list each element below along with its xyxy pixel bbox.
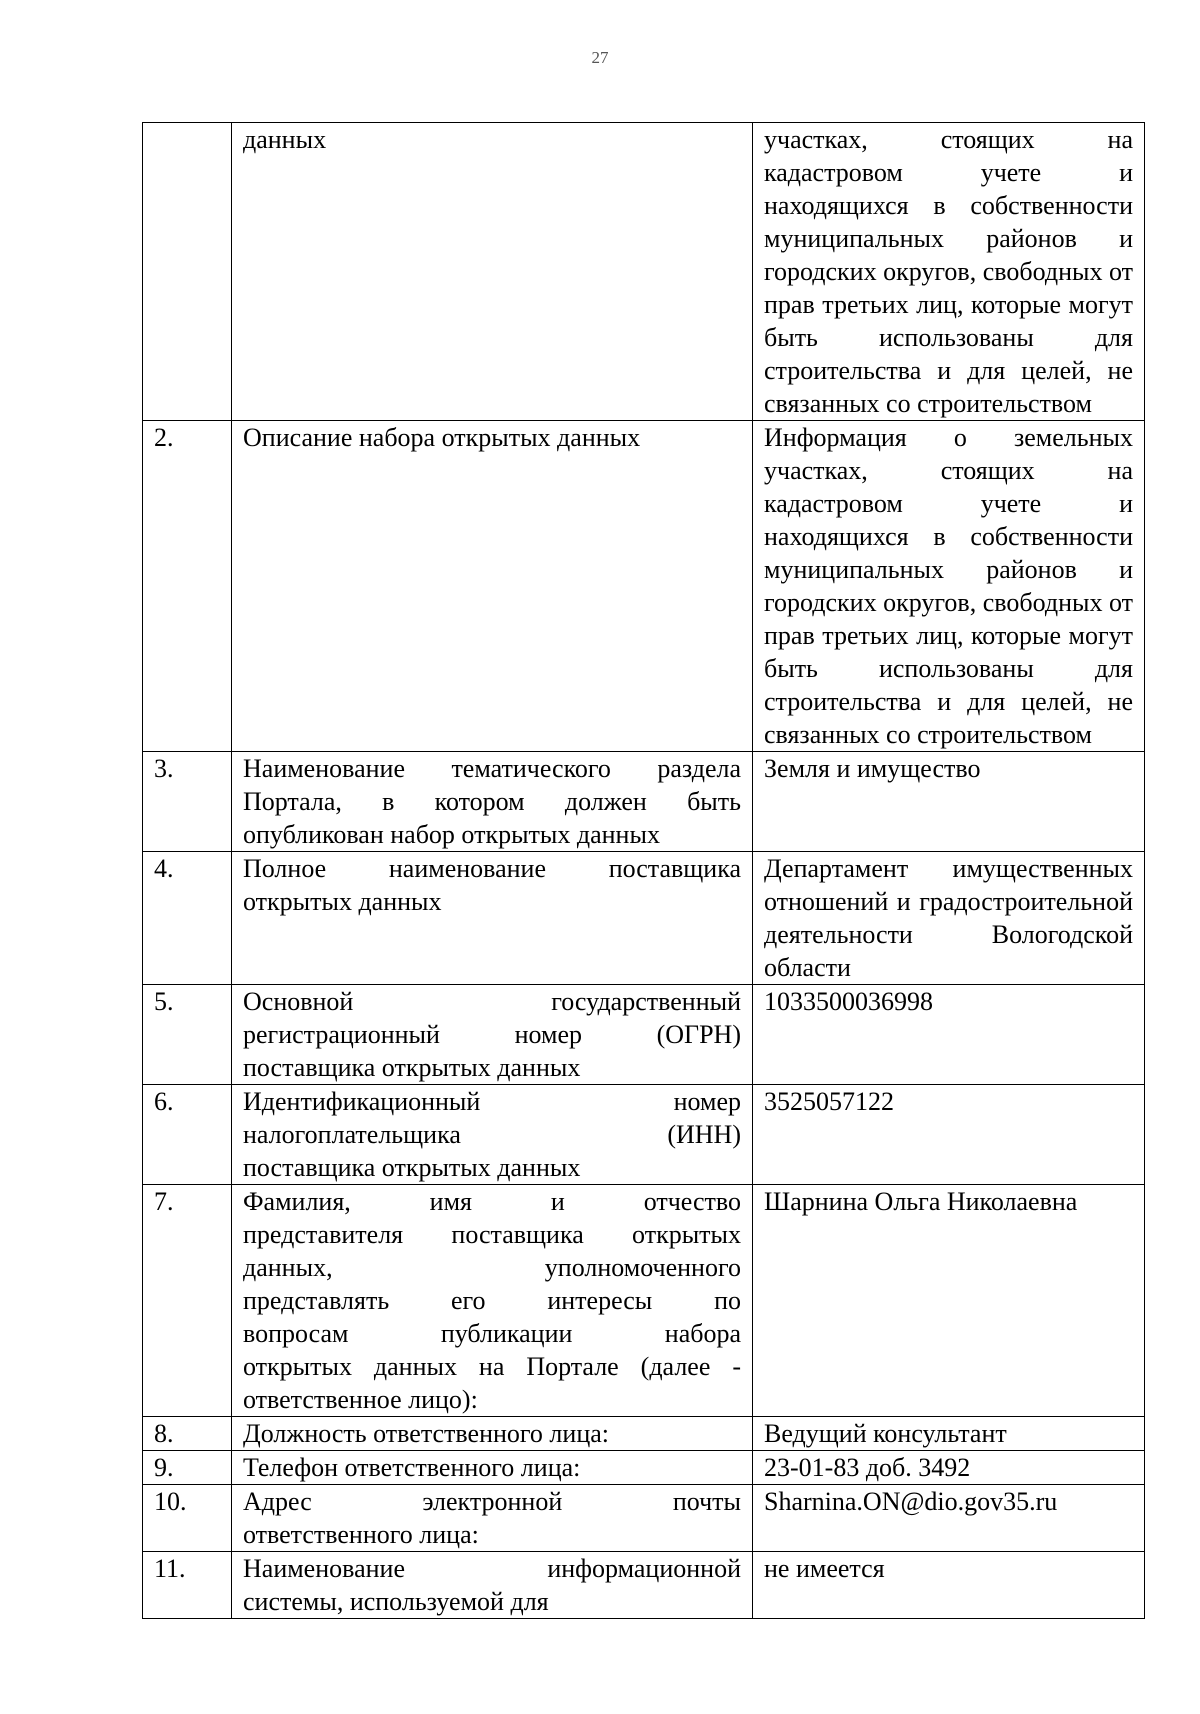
field-name-line: ответственное лицо):	[243, 1385, 478, 1414]
field-value	[753, 852, 1145, 985]
field-value-line: Департамент имущественных	[764, 854, 1133, 883]
field-value-line: деятельности Вологодской	[764, 920, 1133, 949]
table-row	[143, 1085, 1145, 1185]
row-number: 7.	[143, 1185, 232, 1417]
row-number: 6.	[143, 1085, 232, 1185]
field-name	[232, 123, 753, 421]
field-name-line: данных	[243, 125, 327, 154]
table-row	[143, 123, 1145, 421]
field-name-line: системы, используемой для	[243, 1587, 549, 1616]
field-name-line: Наименование тематического раздела	[243, 754, 741, 783]
field-name-line: Наименование информационной	[243, 1554, 741, 1583]
field-name-line: Идентификационный номер	[243, 1087, 741, 1116]
field-name	[232, 1185, 753, 1417]
row-number: 10.	[143, 1485, 232, 1552]
field-name-line: ответственного лица:	[243, 1520, 479, 1549]
field-name-line: представлять его интересы по	[243, 1286, 741, 1315]
field-value-line: муниципальных районов и	[764, 555, 1133, 584]
field-value-line: Земля и имущество	[764, 754, 981, 783]
field-name-line: Адрес электронной почты	[243, 1487, 741, 1516]
field-name-line: представителя поставщика открытых	[243, 1220, 741, 1249]
row-number: 5.	[143, 985, 232, 1085]
table-body	[143, 123, 1145, 1619]
field-name-line: Телефон ответственного лица:	[243, 1453, 581, 1482]
row-number: 2.	[143, 421, 232, 752]
table-row	[143, 1451, 1145, 1485]
field-name	[232, 1417, 753, 1451]
field-name-line: налогоплательщика (ИНН)	[243, 1120, 741, 1149]
table-row	[143, 1417, 1145, 1451]
field-value-line: Sharnina.ON@dio.gov35.ru	[764, 1487, 1058, 1516]
field-name	[232, 752, 753, 852]
table-row	[143, 985, 1145, 1085]
field-name-line: открытых данных на Портале (далее -	[243, 1352, 741, 1381]
field-name-line: данных, уполномоченного	[243, 1253, 741, 1282]
field-value-line: связанных со строительством	[764, 720, 1092, 749]
field-name	[232, 985, 753, 1085]
field-value	[753, 1417, 1145, 1451]
table-row	[143, 1185, 1145, 1417]
field-value-line: Ведущий консультант	[764, 1419, 1007, 1448]
row-number: 11.	[143, 1552, 232, 1619]
field-name-line: открытых данных	[243, 887, 442, 916]
field-value-line: не имеется	[764, 1554, 885, 1583]
table-row	[143, 421, 1145, 752]
field-value-line: прав третьих лиц, которые могут	[764, 621, 1133, 650]
field-value	[753, 421, 1145, 752]
field-value-line: Шарнина Ольга Николаевна	[764, 1187, 1078, 1216]
field-value-line: муниципальных районов и	[764, 224, 1133, 253]
row-number	[143, 123, 232, 421]
field-value-line: прав третьих лиц, которые могут	[764, 290, 1133, 319]
field-name-line: Полное наименование поставщика	[243, 854, 741, 883]
field-value-line: находящихся в собственности	[764, 522, 1133, 551]
field-value-line: кадастровом учете и	[764, 489, 1133, 518]
table-row	[143, 852, 1145, 985]
field-name-line: вопросам публикации набора	[243, 1319, 741, 1348]
field-name-line: Основной государственный	[243, 987, 741, 1016]
field-value-line: 1033500036998	[764, 987, 933, 1016]
field-value-line: быть использованы для	[764, 654, 1133, 683]
field-value-line: участках, стоящих на	[764, 125, 1133, 154]
field-value-line: 3525057122	[764, 1087, 894, 1116]
field-value-line: 23-01-83 доб. 3492	[764, 1453, 971, 1482]
field-value	[753, 1485, 1145, 1552]
table-row	[143, 752, 1145, 852]
field-value	[753, 1552, 1145, 1619]
field-value-line: области	[764, 953, 851, 982]
field-name-line: поставщика открытых данных	[243, 1153, 581, 1182]
field-value	[753, 985, 1145, 1085]
field-value-line: участках, стоящих на	[764, 456, 1133, 485]
field-value-line: строительства и для целей, не	[764, 356, 1133, 385]
field-value-line: кадастровом учете и	[764, 158, 1133, 187]
row-number: 8.	[143, 1417, 232, 1451]
field-value	[753, 123, 1145, 421]
row-number: 4.	[143, 852, 232, 985]
field-value	[753, 1185, 1145, 1417]
field-name	[232, 1485, 753, 1552]
field-name	[232, 1451, 753, 1485]
field-name-line: Портала, в котором должен быть	[243, 787, 741, 816]
field-value-line: городских округов, свободных от	[764, 588, 1133, 617]
row-number: 3.	[143, 752, 232, 852]
field-value-line: Информация о земельных	[764, 423, 1133, 452]
field-value-line: строительства и для целей, не	[764, 687, 1133, 716]
field-value-line: городских округов, свободных от	[764, 257, 1133, 286]
table-row	[143, 1552, 1145, 1619]
field-name	[232, 421, 753, 752]
field-value-line: связанных со строительством	[764, 389, 1092, 418]
field-name-line: Должность ответственного лица:	[243, 1419, 609, 1448]
field-value	[753, 752, 1145, 852]
field-name	[232, 1085, 753, 1185]
open-data-passport-table	[142, 122, 1145, 1619]
field-name	[232, 852, 753, 985]
field-value-line: быть использованы для	[764, 323, 1133, 352]
row-number: 9.	[143, 1451, 232, 1485]
field-value	[753, 1085, 1145, 1185]
field-value-line: отношений и градостроительной	[764, 887, 1133, 916]
field-name-line: поставщика открытых данных	[243, 1053, 581, 1082]
field-name	[232, 1552, 753, 1619]
field-value	[753, 1451, 1145, 1485]
field-value-line: находящихся в собственности	[764, 191, 1133, 220]
field-name-line: регистрационный номер (ОГРН)	[243, 1020, 741, 1049]
field-name-line: опубликован набор открытых данных	[243, 820, 660, 849]
field-name-line: Фамилия, имя и отчество	[243, 1187, 741, 1216]
table-row	[143, 1485, 1145, 1552]
field-name-line: Описание набора открытых данных	[243, 423, 641, 452]
page-number: 27	[591, 48, 609, 67]
